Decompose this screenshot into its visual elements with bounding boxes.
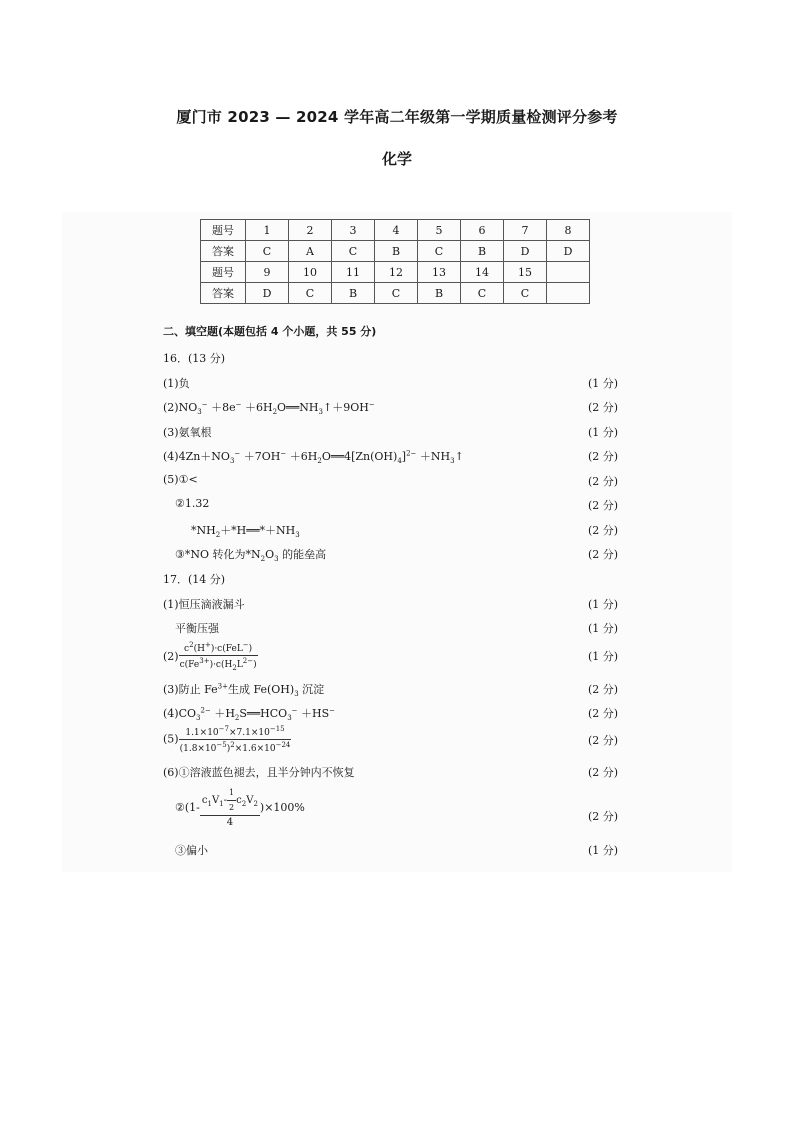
- q16-answer-4-equation: $(4)4Zn+NO_3^- +7OH^-$ $+6H_2O══4[Zn(OH)_4]^{2-}$ $+NH_3↑$: [163, 449, 464, 466]
- q17-score-3: (2 分): [588, 683, 619, 696]
- table-cell: 1: [246, 220, 289, 241]
- answer-table: [200, 219, 590, 304]
- q17-score-6: (2 分): [588, 766, 619, 779]
- table-cell: 答案: [201, 241, 246, 262]
- q16-score-1: (1 分): [588, 377, 619, 390]
- table-cell: 3: [332, 220, 375, 241]
- q17-score-6b: (2 分): [588, 810, 619, 823]
- q17-answer-6c: ③偏小: [175, 844, 208, 857]
- table-cell: 11: [332, 262, 375, 283]
- table-cell: B: [375, 241, 418, 262]
- table-cell: 14: [461, 262, 504, 283]
- q17-answer-4-equation: $(4)CO_3^{2-}$ $+H_2S══HCO_3^- +HS^-$: [163, 706, 336, 723]
- table-cell: 4: [375, 220, 418, 241]
- table-cell: 10: [289, 262, 332, 283]
- q16-answer-5d: ③*NO 转化为$*N_2O_3$ 的能垒高: [175, 548, 327, 564]
- q17-score-5: (2 分): [588, 734, 619, 747]
- q16-score-5d: (2 分): [588, 548, 619, 561]
- page-title: 厦门市 2023 — 2024 学年高二年级第一学期质量检测评分参考: [176, 108, 618, 126]
- table-cell: C: [332, 241, 375, 262]
- q16-answer-1: (1)负: [163, 377, 190, 390]
- table-cell: 7: [504, 220, 547, 241]
- q16-score-5: (2 分): [588, 475, 619, 488]
- table-cell: 2: [289, 220, 332, 241]
- table-cell: C: [504, 283, 547, 304]
- q17-score-4: (2 分): [588, 707, 619, 720]
- q16-score-5b: (2 分): [588, 499, 619, 512]
- q16-answer-5b: ②1.32: [175, 497, 210, 510]
- table-cell: 12: [375, 262, 418, 283]
- table-cell: B: [461, 241, 504, 262]
- q16-answer-5c-equation: $*NH_2+*H══*+NH_3$: [191, 524, 300, 540]
- table-cell: 15: [504, 262, 547, 283]
- table-cell: 题号: [201, 262, 246, 283]
- q17-score-2: (1 分): [588, 650, 619, 663]
- table-cell: 6: [461, 220, 504, 241]
- q16-answer-3: (3)氨氧根: [163, 426, 212, 439]
- table-cell: C: [289, 283, 332, 304]
- q16-score-4: (2 分): [588, 450, 619, 463]
- table-row: [201, 262, 590, 283]
- q17-answer-5-fraction: (5) $\frac{1.1\times 10^{-7}\times 7.1\times 10^{-15}}{(1.8\times 10^{-5})^2\times 1.6\times 10^{-24}}$: [163, 725, 291, 754]
- table-cell: C: [418, 241, 461, 262]
- table-cell: 13: [418, 262, 461, 283]
- q16-answer-5: (5)①<: [163, 473, 198, 486]
- section-heading: 二、填空题(本题包括 4 个小题，共 55 分): [163, 325, 377, 338]
- table-cell: D: [504, 241, 547, 262]
- table-cell: [547, 283, 590, 304]
- subject-title: 化学: [381, 150, 412, 168]
- table-row: [201, 283, 590, 304]
- q17-answer-2-fraction: (2) $\frac{c^2(H^+)\cdot c(FeL^-)}{c(Fe^{3+})\cdot c(H_2L^{2-})}$: [163, 641, 257, 672]
- table-cell: C: [246, 241, 289, 262]
- q16-answer-2-equation: $(2)NO_3^- +8e^-$ $+6H_2O══NH_3↑+9OH^-$: [163, 400, 375, 417]
- table-cell: A: [289, 241, 332, 262]
- q17-answer-3: (3)防止 $Fe^{3+}$生成 $Fe(OH)_3$ 沉淀: [163, 682, 325, 699]
- q17-title: 17．(14 分): [163, 573, 226, 586]
- table-cell: D: [547, 241, 590, 262]
- q17-score-1b: (1 分): [588, 622, 619, 635]
- table-cell: 题号: [201, 220, 246, 241]
- table-cell: B: [418, 283, 461, 304]
- table-cell: B: [332, 283, 375, 304]
- table-cell: D: [246, 283, 289, 304]
- q17-score-1: (1 分): [588, 598, 619, 611]
- table-cell: 答案: [201, 283, 246, 304]
- q16-score-3: (1 分): [588, 426, 619, 439]
- table-cell: C: [461, 283, 504, 304]
- table-cell: 9: [246, 262, 289, 283]
- q17-answer-1b: 平衡压强: [175, 622, 219, 635]
- table-cell: 5: [418, 220, 461, 241]
- q16-score-2: (2 分): [588, 401, 619, 414]
- table-cell: C: [375, 283, 418, 304]
- table-row: [201, 220, 590, 241]
- table-cell: 8: [547, 220, 590, 241]
- table-cell: [547, 262, 590, 283]
- q17-score-6c: (1 分): [588, 844, 619, 857]
- q17-answer-1: (1)恒压滴液漏斗: [163, 598, 245, 611]
- table-row: [201, 241, 590, 262]
- q16-score-5c: (2 分): [588, 524, 619, 537]
- q16-title: 16．(13 分): [163, 352, 226, 365]
- q17-answer-6: (6)①溶液蓝色褪去，且半分钟内不恢复: [163, 766, 355, 779]
- q17-answer-6b-formula: ②(1- $c_1V_1-$ $\frac{1}{2}$ $c_2V_2$ 4 )×100%: [175, 788, 305, 828]
